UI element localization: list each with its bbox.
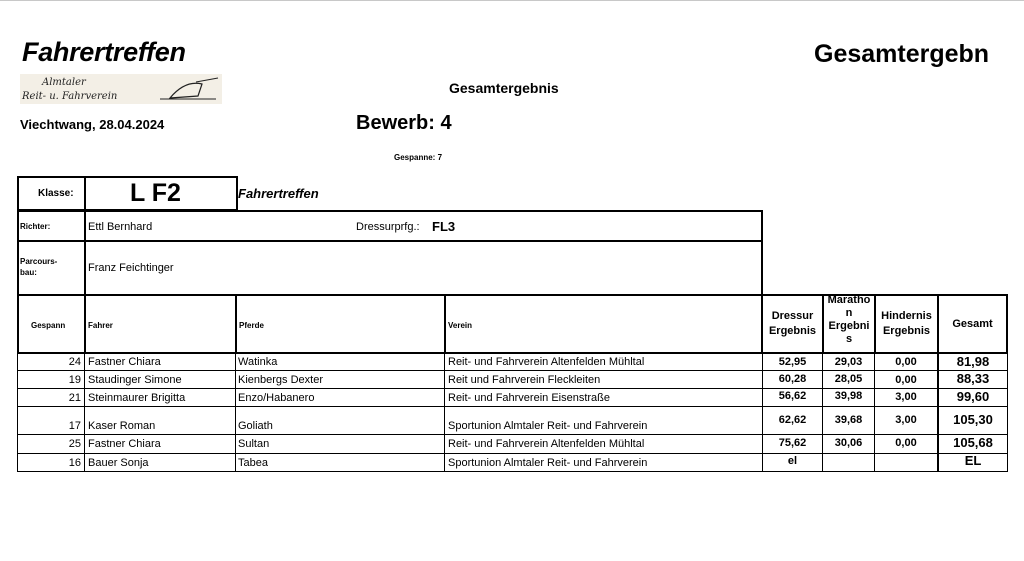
cell-pferde: Tabea [238, 457, 268, 469]
cell-fahrer: Fastner Chiara [88, 438, 161, 450]
cell-dressur: el [787, 455, 798, 467]
klasse-divider [84, 176, 86, 211]
cell-fahrer: Steinmaurer Brigitta [88, 392, 186, 404]
richter-divider [84, 210, 86, 242]
header-marathon-3: Ergebni [828, 320, 870, 332]
cell-fahrer: Staudinger Simone [88, 374, 182, 386]
richter-label: Richter: [20, 222, 51, 231]
header-gespann: Gespann [31, 321, 66, 330]
cell-dressur: 62,62 [778, 414, 807, 426]
table-right-edge [1007, 353, 1008, 471]
cell-gesamt: 88,33 [956, 371, 990, 386]
cell-pferde: Enzo/Habanero [238, 392, 315, 404]
cell-fahrer: Kaser Roman [88, 420, 156, 432]
header-fahrer: Fahrer [88, 321, 113, 330]
dressur-label: Dressurprfg.: [356, 221, 420, 233]
cell-pferde: Watinka [238, 356, 278, 368]
cell-dressur: 60,28 [778, 373, 807, 385]
cell-marathon: 30,06 [834, 437, 863, 449]
cell-gespann: 24 [68, 356, 81, 368]
cell-pferde: Goliath [238, 420, 273, 432]
cell-gespann: 25 [68, 438, 81, 450]
col-divider [84, 294, 86, 354]
header-gesamt: Gesamt [952, 318, 993, 330]
header-hindernis-2: Ergebnis [882, 325, 931, 337]
header-dressur-2: Ergebnis [768, 325, 817, 337]
row-col-line [84, 353, 85, 471]
cell-verein: Reit und Fahrverein Fleckleiten [448, 374, 601, 386]
dressur-value: FL3 [432, 219, 456, 234]
header-marathon-1: Maratho [827, 294, 871, 306]
parcours-label-1: Parcours- [20, 257, 58, 266]
klasse-label: Klasse: [38, 188, 74, 199]
row-divider [17, 406, 1008, 407]
klasse-name: Fahrertreffen [238, 186, 319, 201]
cell-pferde: Sultan [238, 438, 270, 450]
cell-marathon: 39,68 [834, 414, 863, 426]
column-header-left [17, 294, 763, 354]
cell-dressur: 52,95 [778, 356, 807, 368]
header-dressur-1: Dressur [771, 310, 814, 322]
logo-text-line2: Reit- u. Fahrverein [22, 91, 118, 102]
cell-gesamt: 99,60 [956, 389, 990, 404]
row-divider [17, 388, 1008, 389]
cell-pferde: Kienbergs Dexter [238, 374, 323, 386]
cell-hindernis: 3,00 [895, 414, 917, 426]
logo-text-line1: Almtaler [42, 77, 86, 88]
header-pferde: Pferde [239, 321, 264, 330]
gespanne-count: Gespanne: 7 [394, 153, 443, 162]
header-dressur [763, 309, 822, 339]
header-verein: Verein [448, 321, 473, 330]
row-col-line [874, 353, 875, 471]
header-hindernis-1: Hindernis [881, 310, 932, 322]
page-title: Fahrertreffen [22, 37, 186, 67]
richter-value: Ettl Bernhard [88, 221, 153, 233]
subtitle: Gesamtergebnis [449, 80, 559, 96]
cell-gesamt: 105,68 [953, 435, 993, 450]
header-marathon [824, 294, 874, 346]
cell-marathon: 29,03 [834, 356, 863, 368]
cell-verein: Reit- und Fahrverein Altenfelden Mühltal [448, 356, 645, 368]
cell-gesamt: EL [964, 453, 982, 468]
cell-hindernis: 0,00 [895, 437, 917, 449]
cell-fahrer: Bauer Sonja [88, 457, 149, 469]
club-logo [20, 74, 222, 104]
col-divider [444, 294, 446, 354]
cell-gespann: 19 [68, 374, 81, 386]
cell-gesamt: 81,98 [956, 354, 990, 369]
cell-gespann: 17 [68, 420, 81, 432]
cell-dressur: 75,62 [778, 437, 807, 449]
parcours-divider [84, 240, 86, 296]
cell-hindernis: 0,00 [895, 374, 917, 386]
row-col-line [444, 353, 445, 471]
parcours-value: Franz Feichtinger [88, 262, 174, 274]
cell-marathon: 39,98 [834, 390, 863, 402]
header-hindernis [876, 309, 937, 339]
top-border [0, 0, 1024, 1]
cell-verein: Reit- und Fahrverein Altenfelden Mühltal [448, 438, 645, 450]
table-bottom [17, 471, 1008, 472]
cell-fahrer: Fastner Chiara [88, 356, 161, 368]
bewerb-number: Bewerb: 4 [356, 112, 452, 134]
row-divider [17, 453, 1008, 454]
page-title-right: Gesamtergebn [814, 40, 990, 68]
cell-gespann: 16 [68, 457, 81, 469]
cell-verein: Sportunion Almtaler Reit- und Fahrverein [448, 457, 648, 469]
cell-gesamt: 105,30 [953, 412, 993, 427]
parcours-label-2: bau: [20, 268, 37, 277]
col-divider [235, 294, 237, 354]
cell-verein: Reit- und Fahrverein Eisenstraße [448, 392, 611, 404]
row-divider [17, 370, 1008, 371]
row-col-line [822, 353, 823, 471]
row-col-line [235, 353, 236, 471]
cell-verein: Sportunion Almtaler Reit- und Fahrverein [448, 420, 648, 432]
header-marathon-2: n [845, 307, 853, 319]
row-divider [17, 434, 1008, 435]
header-marathon-4: s [845, 333, 853, 345]
klasse-value: L F2 [130, 179, 181, 207]
cell-hindernis: 0,00 [895, 356, 917, 368]
cell-marathon: 28,05 [834, 373, 863, 385]
cell-gespann: 21 [68, 392, 81, 404]
date-location: Viechtwang, 28.04.2024 [20, 117, 165, 132]
cell-hindernis: 3,00 [895, 391, 917, 403]
row-col-line [762, 353, 763, 471]
cell-dressur: 56,62 [778, 390, 807, 402]
table-left-edge [17, 353, 18, 471]
